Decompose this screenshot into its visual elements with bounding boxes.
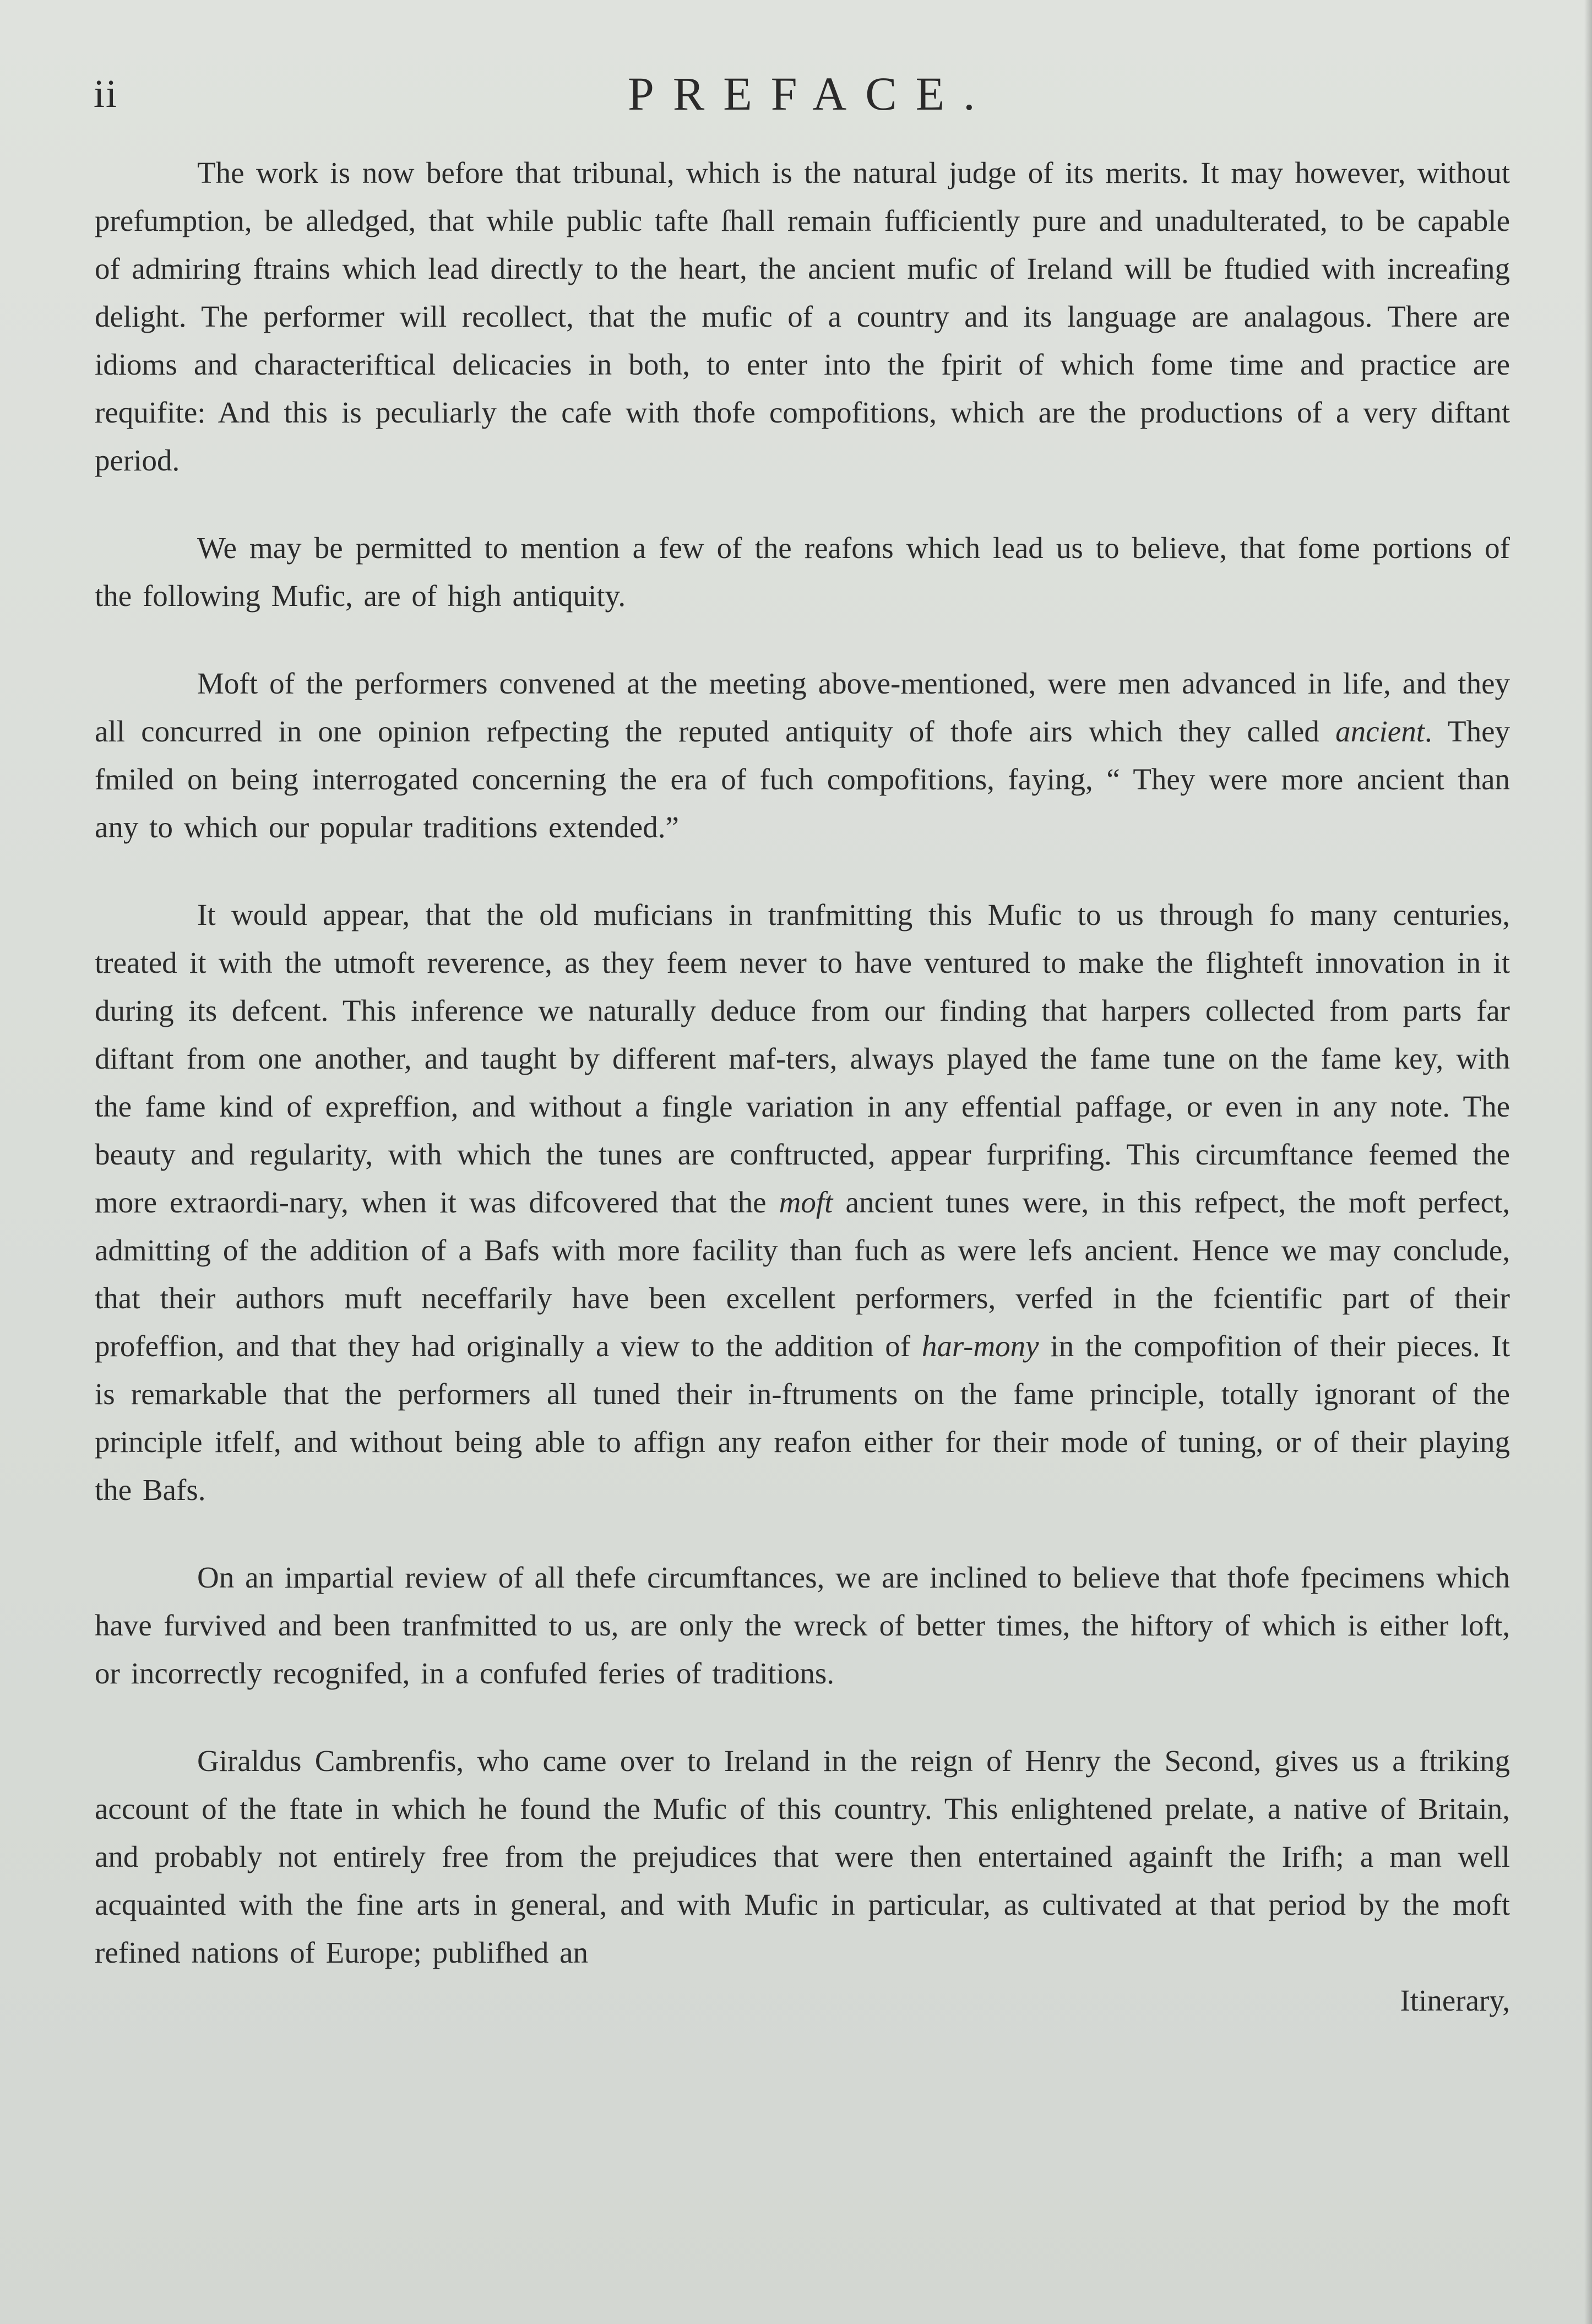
text-segment: in the compofition of their pieces. It is remarkable that the performers all tuned their in-ftruments on the fame principle, totally ignorant of the principle itfelf, and without being able to affign any reafon either for their mode of tuning, or of their playing the Bafs.	[95, 1329, 1510, 1507]
text-segment: It would appear, that the old muficians in tranfmitting this Mufic to us through fo many centuries, treated it with the utmoft reverence, as they feem never to have ventured to make the flighteft innovation in it during its defcent. This inference we naturally deduce from our finding that harpers collected from parts far diftant from one another, and taught by different maf-ters, always played the fame tune on the fame key, with the fame kind of expreffion, and without a fingle variation in any effential paffage, or even in any note. The beauty and regularity, with which the tunes are conftructed, appear furprifing. This circumftance feemed the more extraordi-nary, when it was difcovered that the	[95, 898, 1510, 1219]
paragraph	[95, 524, 1510, 620]
text-segment: We may be permitted to mention a few of the reafons which lead us to believe, that fome portions of the following Mufic, are of high antiquity.	[95, 531, 1510, 613]
page-number: ii	[94, 72, 118, 116]
italic-text: har-mony	[921, 1329, 1039, 1363]
paragraph	[95, 659, 1510, 851]
text-segment: . They fmiled on being interrogated concerning the era of fuch compofitions, faying, “ They were more ancient than any to which our popular traditions extended.”	[95, 714, 1511, 844]
text-segment: Moft of the performers convened at the meeting above-mentioned, were men advanced in life, and they all concurred in one opinion refpecting the reputed antiquity of thofe airs which they called	[95, 667, 1510, 748]
paragraph	[95, 1553, 1510, 1697]
catchword: Itinerary,	[1400, 1984, 1510, 2017]
paragraph	[95, 149, 1510, 484]
paragraph	[95, 1737, 1510, 1976]
text-segment: ancient tunes were, in this refpect, the moft perfect, admitting of the addition of a Bafs with more facility than fuch as were lefs ancient. Hence we may conclude, that their authors muft neceffarily have been excellent performers, verfed in the fcientific part of their profeffion, and that they had originally a view to the addition of	[95, 1185, 1510, 1363]
body-text	[95, 149, 1510, 2024]
text-segment: On an impartial review of all thefe circumftances, we are inclined to believe that thofe fpecimens which have furvived and been tranfmitted to us, are only the wreck of better times, the hiftory of which is either loft, or incorrectly recognifed, in a confufed feries of traditions.	[95, 1561, 1510, 1690]
italic-text: moft	[779, 1185, 833, 1219]
running-head: PREFACE.	[628, 67, 994, 120]
paragraph	[95, 891, 1510, 1514]
text-segment: The work is now before that tribunal, which is the natural judge of its merits. It may however, without prefumption, be alledged, that while public tafte ſhall remain fufficiently pure and unadulterated, to be capable of admiring ftrains which lead directly to the heart, the ancient mufic of Ireland will be ftudied with increafing delight. The performer will recollect, that the mufic of a country and its language are analagous. There are idioms and characteriftical delicacies in both, to enter into the fpirit of which fome time and practice are requifite: And this is peculiarly the cafe with thofe compofitions, which are the productions of a very diftant period.	[95, 156, 1510, 477]
page-header	[94, 63, 1514, 124]
page-edge-shadow	[1584, 0, 1592, 2324]
text-segment: Giraldus Cambrenfis, who came over to Ireland in the reign of Henry the Second, gives us a ftriking account of the ftate in which he found the Mufic of this country. This enlightened prelate, a native of Britain, and probably not entirely free from the prejudices that were then entertained againft the Irifh; a man well acquainted with the fine arts in general, and with Mufic in particular, as cultivated at that period by the moft refined nations of Europe; publifhed an	[95, 1744, 1510, 1969]
italic-text: ancient	[1335, 714, 1425, 748]
